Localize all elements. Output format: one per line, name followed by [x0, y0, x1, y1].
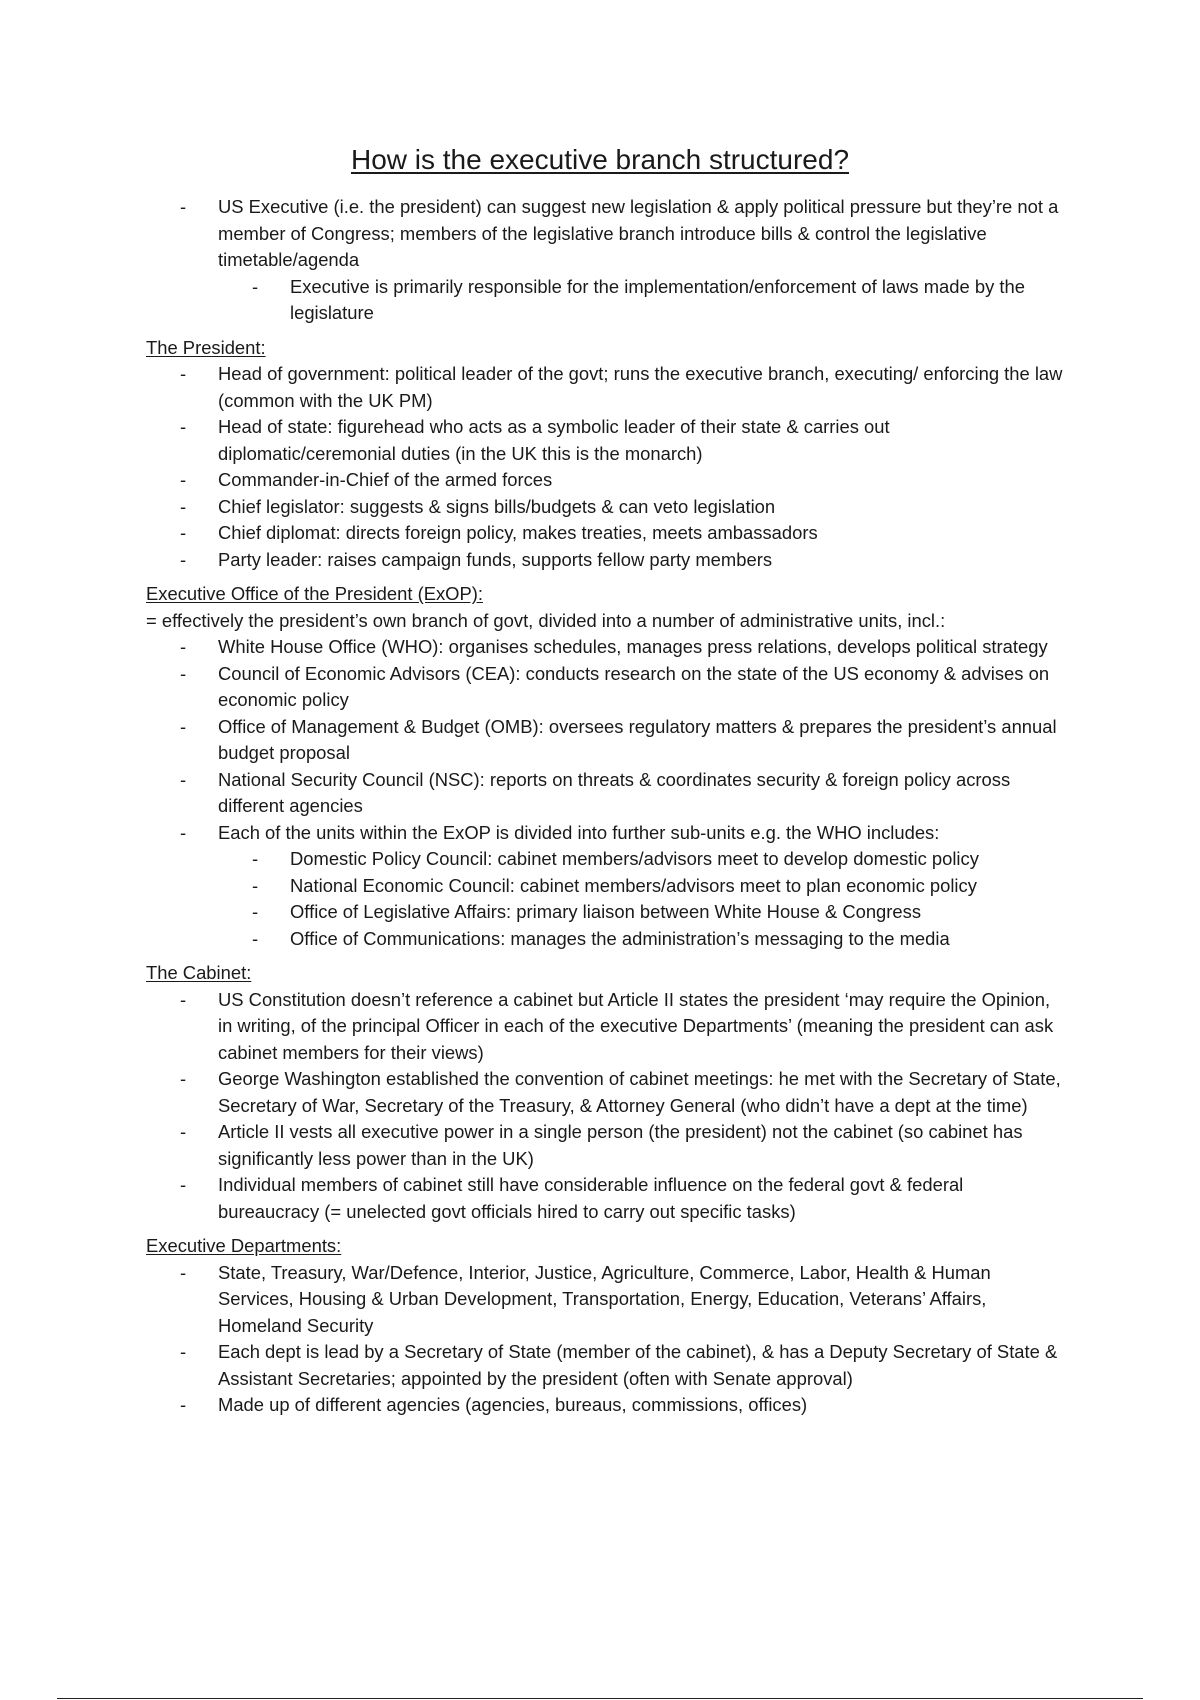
list-item	[146, 661, 1066, 714]
list-item	[146, 361, 1066, 414]
list-item	[146, 194, 1066, 327]
bullet-dash: -	[180, 469, 187, 490]
sub-list-item	[218, 846, 1066, 873]
section-heading: The President:	[146, 336, 266, 358]
footer-rule	[57, 1698, 1143, 1699]
list-item-text: George Washington established the convention of cabinet meetings: he met with the Secretary of State, Secretary of War, Secretary of the Treasury, & Attorney General (who didn’t have a dept at the time)	[218, 1068, 1061, 1116]
list-item-text: Chief legislator: suggests & signs bills/budgets & can veto legislation	[218, 495, 776, 517]
page-title: How is the executive branch structured?	[350, 144, 850, 175]
list-item	[146, 414, 1066, 467]
bullet-dash: -	[180, 1174, 187, 1195]
list-item-text: Article II vests all executive power in a single person (the president) not the cabinet (so cabinet has significantly less power than in the UK)	[218, 1121, 1023, 1169]
list-item	[146, 767, 1066, 820]
list-item-text: Head of state: figurehead who acts as a symbolic leader of their state & carries out diplomatic/ceremonial duties (in the UK this is the monarch)	[218, 416, 890, 464]
list-item	[146, 1392, 1066, 1419]
bullet-dash: -	[180, 662, 187, 684]
list-item	[146, 714, 1066, 767]
bullet-dash: -	[180, 1341, 187, 1362]
bullet-dash: -	[180, 495, 187, 517]
list-item-text: US Constitution doesn’t reference a cabinet but Article II states the president ‘may require the Opinion, in writing, of the principal Officer in each of the executive Departments’ (meaning the president can ask cabinet members for their views)	[218, 988, 1054, 1063]
section-heading: Executive Departments:	[146, 1235, 342, 1256]
list-item	[146, 547, 1066, 574]
intro-list	[146, 194, 1066, 327]
list-item	[146, 494, 1066, 521]
list-item	[146, 520, 1066, 547]
bullet-dash: -	[180, 1261, 187, 1283]
bullet-dash: -	[252, 901, 259, 922]
list-item-text: Chief diplomat: directs foreign policy, makes treaties, meets ambassadors	[218, 522, 818, 543]
list-item	[146, 820, 1066, 953]
section-heading: Executive Office of the President (ExOP):	[146, 583, 483, 604]
sub-list	[218, 846, 1066, 952]
bullet-dash: -	[180, 522, 187, 543]
document-body	[146, 194, 1066, 1419]
list-item-text: Each of the units within the ExOP is divided into further sub-units e.g. the WHO includes:	[218, 821, 940, 843]
list-item-text: State, Treasury, War/Defence, Interior, Justice, Agriculture, Commerce, Labor, Health & Human Services, Housing & Urban Development, Transportation, Energy, Education, Veterans’ Affairs, Homeland Security	[218, 1261, 991, 1336]
list-item-text: National Security Council (NSC): reports on threats & coordinates security & foreign policy across different agencies	[218, 768, 1011, 816]
list-item-text: Made up of different agencies (agencies, bureaus, commissions, offices)	[218, 1394, 808, 1415]
sub-list-item-text: National Economic Council: cabinet members/advisors meet to plan economic policy	[290, 874, 977, 896]
list-item-text: Commander-in-Chief of the armed forces	[218, 469, 553, 490]
section-departments	[146, 1233, 1066, 1419]
sub-list-item-text: Executive is primarily responsible for the implementation/enforcement of laws made by the legislature	[290, 275, 1025, 323]
list-item	[146, 1260, 1066, 1340]
sub-list-item	[218, 274, 1066, 327]
bullet-dash: -	[180, 416, 187, 437]
sub-list-item-text: Office of Communications: manages the administration’s messaging to the media	[290, 927, 950, 949]
sub-list-item-text: Domestic Policy Council: cabinet members/advisors meet to develop domestic policy	[290, 848, 979, 869]
list-item-text: Office of Management & Budget (OMB): oversees regulatory matters & prepares the president’s annual budget proposal	[218, 715, 1057, 763]
bullet-dash: -	[180, 636, 187, 657]
bullet-dash: -	[252, 874, 259, 896]
cabinet-list	[146, 987, 1066, 1226]
list-item	[146, 634, 1066, 661]
list-item-text: Individual members of cabinet still have considerable influence on the federal govt & federal bureaucracy (= unelected govt officials hired to carry out specific tasks)	[218, 1174, 964, 1222]
bullet-dash: -	[180, 1121, 187, 1142]
departments-list	[146, 1260, 1066, 1419]
section-heading: The Cabinet:	[146, 962, 252, 983]
bullet-dash: -	[180, 821, 187, 843]
section-president	[146, 335, 1066, 574]
list-item	[146, 987, 1066, 1067]
bullet-dash: -	[180, 988, 187, 1010]
bullet-dash: -	[180, 1068, 187, 1089]
president-list	[146, 361, 1066, 573]
bullet-dash: -	[180, 548, 187, 570]
list-item	[146, 1119, 1066, 1172]
sub-list-item	[218, 926, 1066, 953]
list-item-text: Council of Economic Advisors (CEA): conducts research on the state of the US economy & advises on economic policy	[218, 662, 1050, 710]
bullet-dash: -	[180, 768, 187, 790]
bullet-dash: -	[252, 927, 259, 949]
bullet-dash: -	[180, 196, 187, 217]
section-exop	[146, 581, 1066, 952]
list-item-text: Party leader: raises campaign funds, supports fellow party members	[218, 548, 773, 570]
list-item-text: White House Office (WHO): organises schedules, manages press relations, develops political strategy	[218, 636, 1048, 657]
sub-list	[218, 274, 1066, 327]
sub-list-item	[218, 873, 1066, 900]
list-item	[146, 1172, 1066, 1225]
list-item-text: US Executive (i.e. the president) can suggest new legislation & apply political pressure but they’re not a member of Congress; members of the legislative branch introduce bills & control the legislative timetable/agenda	[218, 196, 1059, 270]
list-item	[146, 1066, 1066, 1119]
exop-list	[146, 634, 1066, 952]
list-item-text: Each dept is lead by a Secretary of State (member of the cabinet), & has a Deputy Secretary of State & Assistant Secretaries; appointed by the president (often with Senate approval)	[218, 1341, 1058, 1389]
bullet-dash: -	[180, 715, 187, 737]
bullet-dash: -	[180, 363, 187, 384]
list-item	[146, 1339, 1066, 1392]
bullet-dash: -	[252, 848, 259, 869]
sub-list-item-text: Office of Legislative Affairs: primary liaison between White House & Congress	[290, 901, 922, 922]
list-item	[146, 467, 1066, 494]
section-lead-text: = effectively the president’s own branch of govt, divided into a number of administrative units, incl.:	[146, 609, 946, 631]
bullet-dash: -	[252, 275, 259, 297]
bullet-dash: -	[180, 1394, 187, 1415]
sub-list-item	[218, 899, 1066, 926]
list-item-text: Head of government: political leader of the govt; runs the executive branch, executing/ enforcing the law (common with the UK PM)	[218, 363, 1063, 411]
section-cabinet	[146, 960, 1066, 1225]
